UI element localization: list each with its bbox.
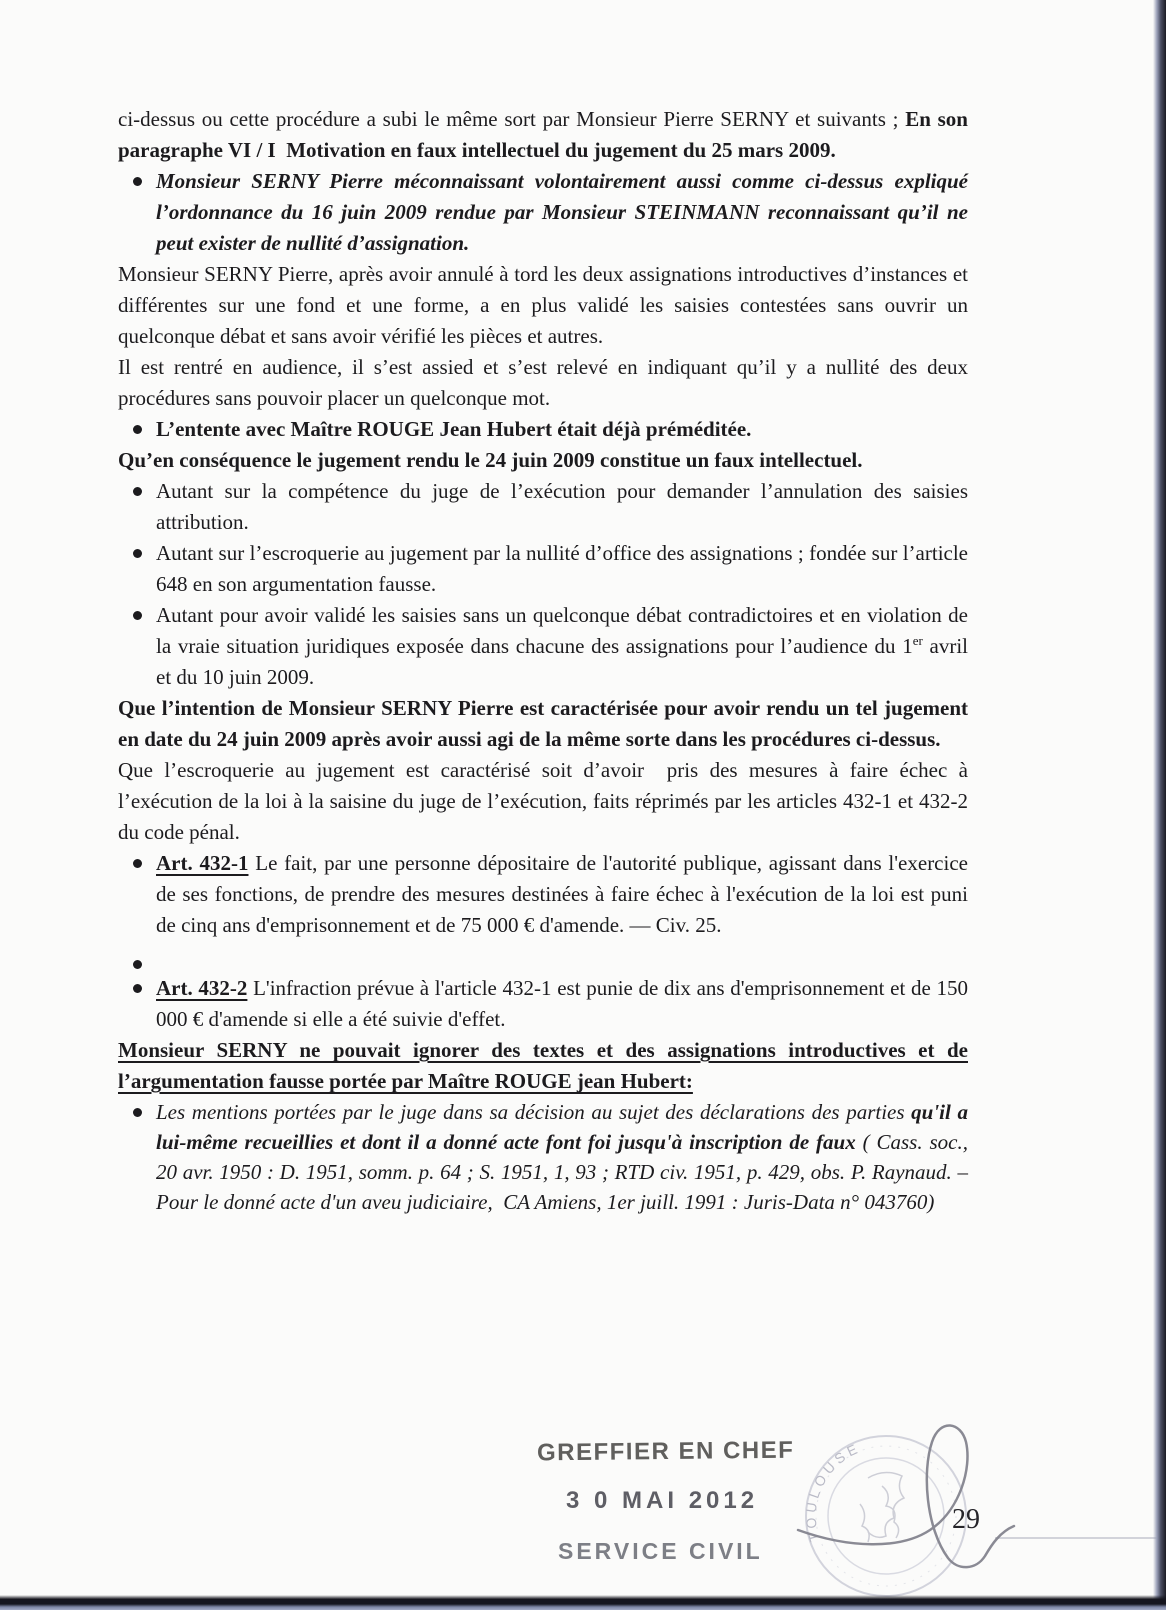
- date-stamp: 3 0 MAI 2012: [566, 1487, 759, 1514]
- paragraph-annulation: Monsieur SERNY Pierre, après avoir annulé à tord les deux assignations introductives d’instances et différentes sur une fond et une forme, a en plus validé les saisies contestées sans ouvrir un quelconque débat et sans avoir vérifié les pièces et autres.: [118, 262, 968, 348]
- citation-rest: ( Cass. soc., 20 avr. 1950 : D. 1951, somm. p. 64 ; S. 1951, 1, 93 ; RTD civ. 1951, p. 429, obs. P. Raynaud. – Pour le donné acte d'un aveu judiciaire, CA Amiens, 1er juill. 1991 : Juris-Data n° 043760): [156, 1130, 968, 1214]
- seal-text: TOULOUSE: [802, 1439, 864, 1544]
- heading-consequence: Qu’en conséquence le jugement rendu le 24 juin 2009 constitue un faux intellectuel.: [118, 448, 863, 472]
- bullet-list-steinmann: [118, 166, 968, 259]
- bullet-list-entente: [118, 414, 968, 445]
- bullet-list-escroquerie: [118, 538, 968, 600]
- paragraph-audience: Il est rentré en audience, il s’est assied et s’est relevé en indiquant qu’il y a nullité des deux procédures sans pouvoir placer un quelconque mot.: [118, 355, 968, 410]
- heading-serny: [118, 1035, 968, 1097]
- bullet-article-432-1: [118, 848, 968, 941]
- bullet-list-competence: [118, 476, 968, 538]
- superscript-er: er: [912, 633, 923, 648]
- bullet-list-citation: [118, 1097, 968, 1217]
- article-432-2-text: L'infraction prévue à l'article 432-1 est punie de dix ans d'emprisonnement et de 150 000 € d'amende si elle a été suivie d'effet.: [156, 976, 968, 1031]
- signature: [778, 1408, 1058, 1593]
- article-432-1-text: Le fait, par une personne dépositaire de l'autorité publique, agissant dans l'exercice de ses fonctions, de prendre des mesures destinées à faire échec à l'exécution de la loi est puni de cinq ans d'emprisonnement et de 75 000 € d'amende. — Civ. 25.: [156, 851, 968, 937]
- article-432-2-label: Art. 432-2: [156, 976, 248, 1000]
- page-number: 29: [952, 1504, 980, 1535]
- citation-start: Les mentions portées par le juge dans sa décision au sujet des déclarations des parties: [156, 1100, 912, 1124]
- bullet-saisies: [118, 600, 968, 693]
- paragraph-intention: Que l’intention de Monsieur SERNY Pierre est caractérisée pour avoir rendu un tel jugement en date du 24 juin 2009 après avoir aussi agi de la même sorte dans les procédures ci-dessus.: [118, 696, 968, 751]
- bullet-citation: [118, 1097, 968, 1217]
- bullet-entente: L’entente avec Maître ROUGE Jean Hubert était déjà préméditée.: [118, 414, 968, 445]
- paragraph-escroquerie-jugement: Que l’escroquerie au jugement est caractérisé soit d’avoir pris des mesures à faire échec à l’exécution de la loi à la saisine du juge de l’exécution, faits réprimés par les articles 432-1 et 432-2 du code pénal.: [118, 758, 968, 844]
- article-432-1-label: Art. 432-1: [156, 851, 249, 875]
- bullet-saisies-text: Autant pour avoir validé les saisies sans un quelconque débat contradictoires et en violation de la vraie situation juridiques exposée dans chacune des assignations pour l’audience du 1: [156, 603, 968, 658]
- bullet-list-articles: [118, 848, 968, 1035]
- bullet-saisies-end: avril et du 10 juin 2009.: [156, 634, 968, 689]
- greffier-stamp: GREFFIER EN CHEF: [536, 1436, 795, 1467]
- scan-shadow-right: [1153, 0, 1166, 1610]
- document-body: [118, 104, 968, 1217]
- intro-bold-text: En son paragraphe VI / I Motivation en faux intellectuel du jugement du 25 mars 2009.: [118, 107, 968, 162]
- empty-bullet: [118, 949, 968, 971]
- service-stamp: SERVICE CIVIL: [558, 1538, 763, 1564]
- intro-text: ci-dessus ou cette procédure a subi le même sort par Monsieur Pierre SERNY et suivants ;: [118, 107, 906, 131]
- bullet-competence: Autant sur la compétence du juge de l’exécution pour demander l’annulation des saisies attribution.: [118, 476, 968, 538]
- scan-shadow-bottom: [0, 1595, 1166, 1610]
- bullet-escroquerie: Autant sur l’escroquerie au jugement par la nullité d’office des assignations ; fondée sur l’article 648 en son argumentation fausse.: [118, 538, 968, 600]
- bullet-steinmann: Monsieur SERNY Pierre méconnaissant volontairement aussi comme ci-dessus expliqué l’ordonnance du 16 juin 2009 rendue par Monsieur STEINMANN reconnaissant qu’il ne peut exister de nullité d’assignation.: [118, 166, 968, 259]
- bullet-list-saisies: [118, 600, 968, 693]
- citation-bold: qu'il a lui-même recueillies et dont il a donné acte font foi jusqu'à inscription de faux: [156, 1100, 968, 1154]
- intro-paragraph: [118, 104, 968, 166]
- bullet-article-432-2: [118, 973, 968, 1035]
- heading-serny-text: Monsieur SERNY ne pouvait ignorer des textes et des assignations introductives et de l’argumentation fausse portée par Maître ROUGE jean Hubert:: [118, 1038, 968, 1093]
